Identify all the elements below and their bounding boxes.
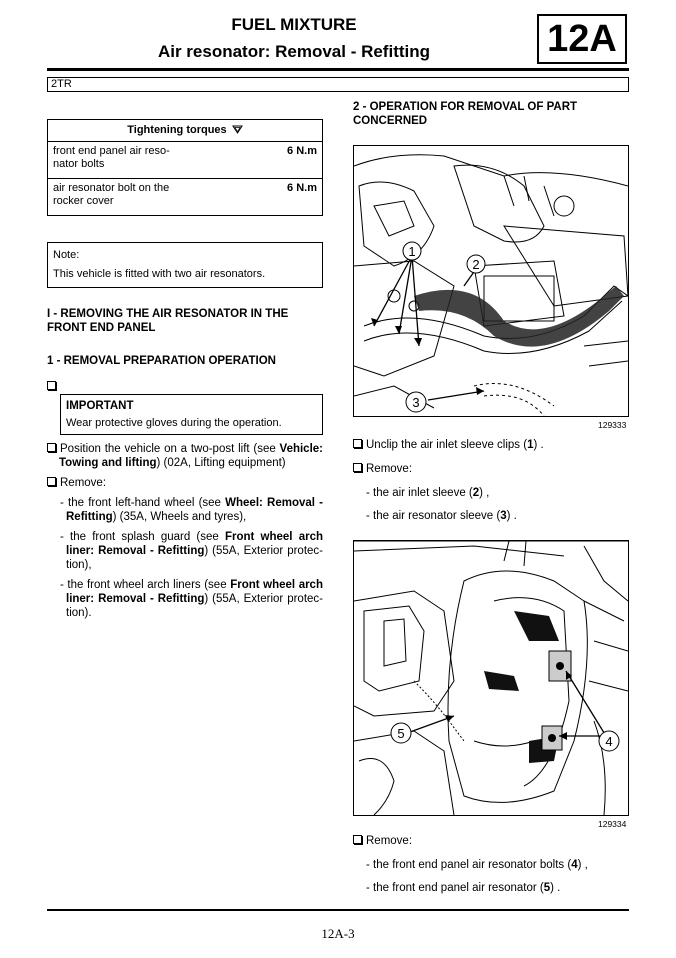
resonator-figure	[353, 540, 629, 816]
list-item: - the front left-hand wheel (see Wheel: Removal - Refitting) (35A, Wheels and tyres),	[60, 497, 324, 523]
page-number: 12A-3	[321, 926, 355, 941]
important-title: IMPORTANT	[66, 400, 134, 412]
torque-item: rocker cover	[53, 195, 114, 207]
list-item: - the front end panel air resonator bolts (4) ,	[366, 859, 588, 871]
step-position-vehicle: Position the vehicle on a two-post lift (see Vehicle: Towing and lifting) (02A, Lifting equipment)	[47, 442, 323, 470]
torque-table-header	[48, 120, 323, 142]
header-rule	[47, 68, 629, 71]
section-heading: 2 - OPERATION FOR REMOVAL OF PART CONCERNED	[353, 101, 578, 127]
page-title: Air resonator: Removal - Refitting	[157, 42, 431, 61]
callout-5: 5	[397, 726, 405, 741]
section-heading: I - REMOVING THE AIR RESONATOR IN THE FRONT END PANEL	[47, 308, 289, 334]
chapter-badge: 12A	[537, 14, 627, 64]
step-remove: Remove:	[353, 462, 412, 476]
figure-number: 129333	[598, 420, 627, 430]
resonator-illustration	[354, 541, 628, 815]
note-text: This vehicle is fitted with two air resonators.	[53, 268, 266, 280]
note-box	[47, 242, 323, 288]
list-item: - the air inlet sleeve (2) ,	[366, 487, 490, 499]
vehicle-code: 2TR	[47, 77, 629, 92]
footer-rule	[47, 909, 629, 911]
checkbox-bullet	[47, 377, 60, 395]
important-box	[60, 394, 323, 435]
torque-value: 6 N.m	[252, 142, 323, 179]
figure-number: 129334	[598, 819, 627, 829]
torque-item: air resonator bolt on the	[53, 182, 170, 194]
step-remove: Remove:	[353, 834, 412, 848]
list-item: - the front splash guard (see Front wheel arch liner: Removal - Refitting) (55A, Exterior protec- tion),	[60, 531, 323, 571]
torque-value: 6 N.m	[252, 179, 323, 216]
torque-heading: Tightening torques	[127, 124, 227, 136]
torque-row	[48, 179, 323, 216]
list-item: - the front wheel arch liners (see Front wheel arch liner: Removal - Refitting) (55A, Exterior protec- tion).	[60, 579, 323, 619]
callout-3: 3	[412, 395, 420, 410]
torque-row	[48, 142, 323, 179]
callout-2: 2	[472, 257, 480, 272]
list-item: - the air resonator sleeve (3) .	[366, 510, 517, 522]
list-item: - the front end panel air resonator (5) .	[366, 882, 561, 894]
torque-triangle-icon	[232, 125, 243, 134]
torque-table	[47, 119, 323, 216]
engine-bay-figure	[353, 145, 629, 417]
callout-4: 4	[605, 734, 613, 749]
torque-item: front end panel air reso-	[53, 145, 170, 157]
step-unclip: Unclip the air inlet sleeve clips (1) .	[353, 438, 544, 452]
important-text: Wear protective gloves during the operation.	[66, 417, 282, 429]
subsection-heading: 1 - REMOVAL PREPARATION OPERATION	[47, 355, 276, 367]
torque-item: nator bolts	[53, 158, 105, 170]
section-title: FUEL MIXTURE	[231, 15, 357, 34]
note-title: Note:	[53, 249, 80, 261]
engine-bay-illustration	[354, 146, 628, 416]
step-remove: Remove:	[47, 476, 106, 490]
callout-1: 1	[408, 244, 416, 259]
